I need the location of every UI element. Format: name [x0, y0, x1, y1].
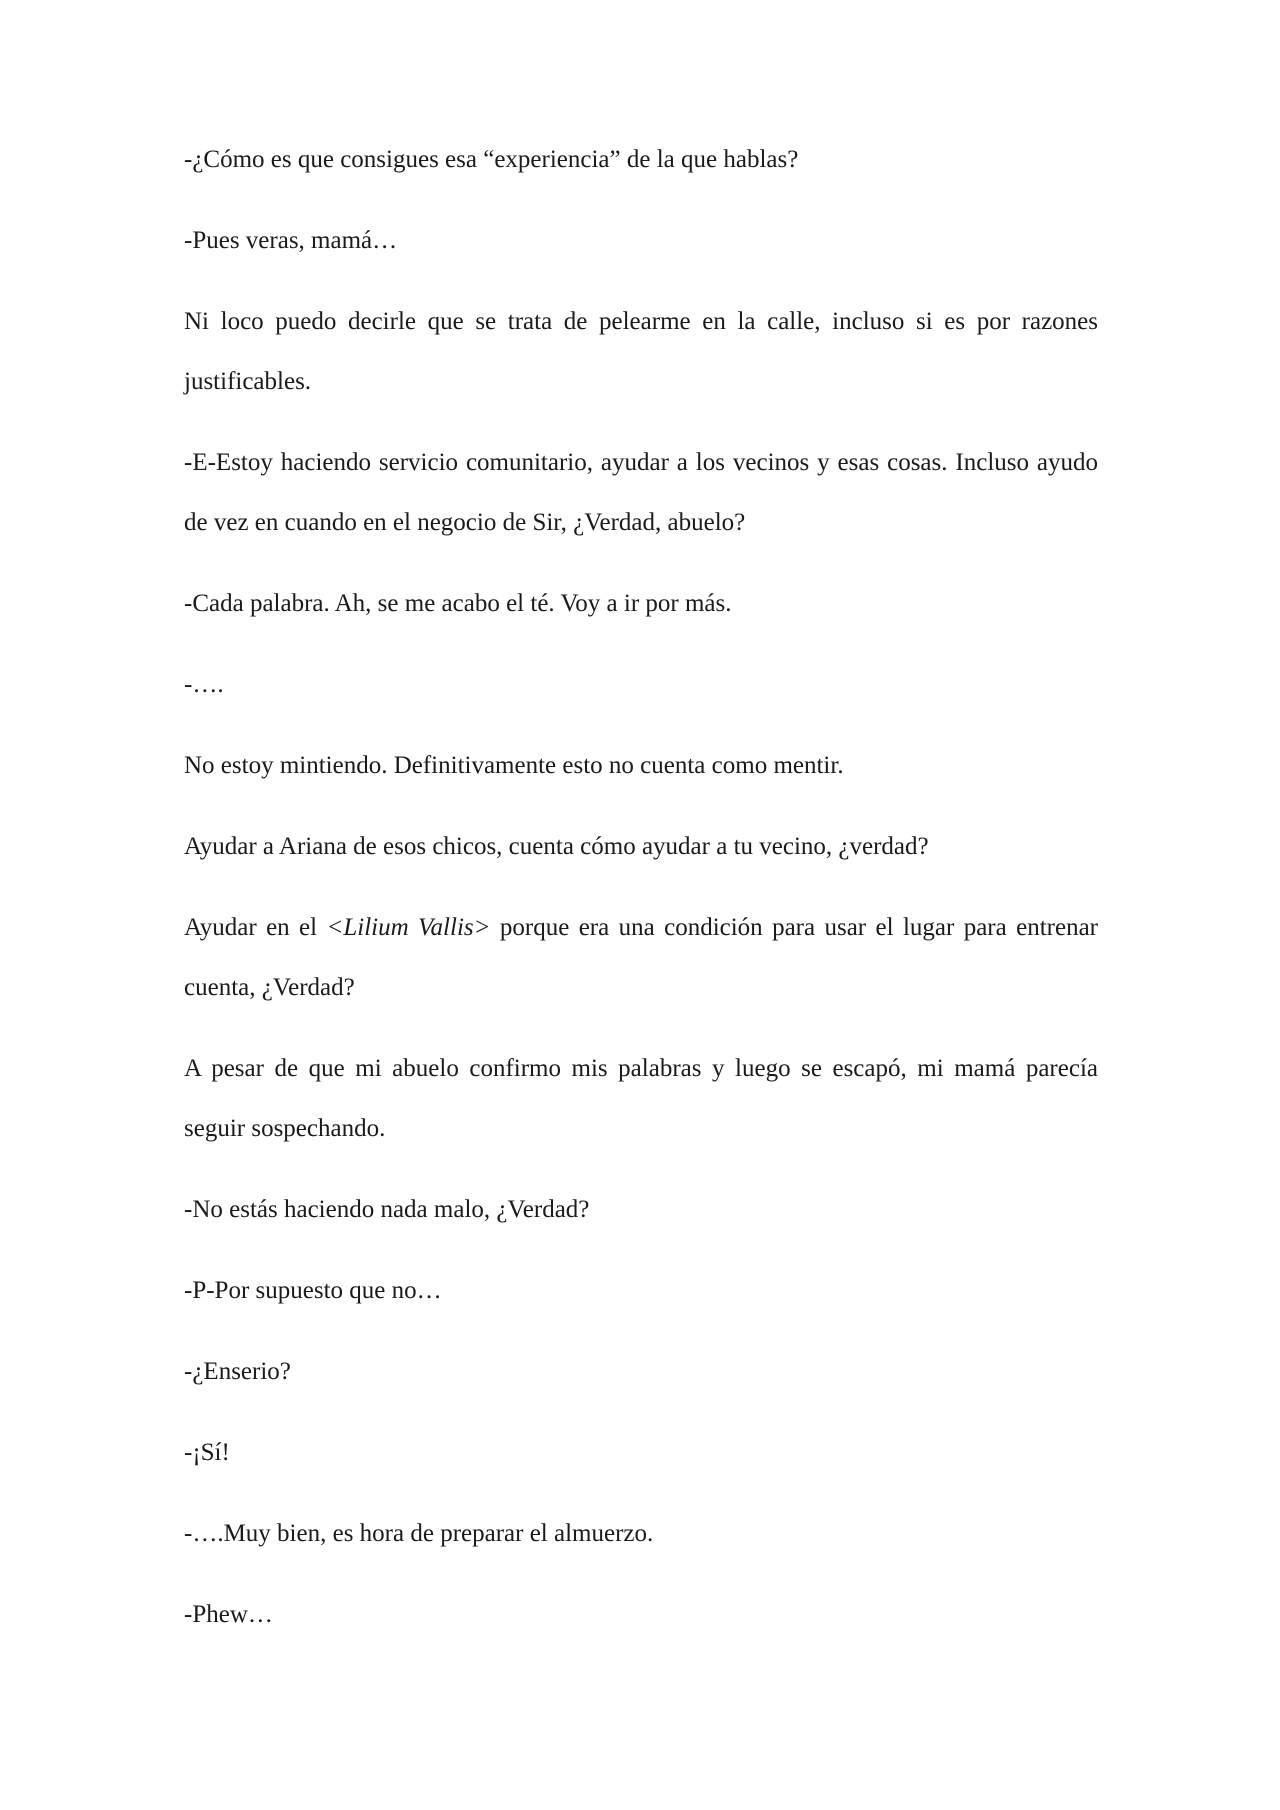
- place-name: <Lilium Vallis>: [326, 914, 491, 941]
- paragraph: [184, 898, 1098, 1018]
- paragraph: -….Muy bien, es hora de preparar el almuerzo.: [184, 1520, 654, 1547]
- paragraph: -Phew…: [184, 1601, 273, 1628]
- paragraph: -….: [184, 671, 224, 698]
- paragraph: -E-Estoy haciendo servicio comunitario, ayudar a los vecinos y esas cosas. Incluso ayudo de vez en cuando en el negocio de Sir, ¿Verdad, abuelo?: [184, 449, 1098, 536]
- paragraph: -No estás haciendo nada malo, ¿Verdad?: [184, 1196, 590, 1223]
- paragraph: -Pues veras, mamá…: [184, 227, 398, 254]
- paragraph-text: porque era una condición para usar el lugar para entrenar cuenta, ¿Verdad?: [184, 914, 1098, 1001]
- paragraph: -¿Cómo es que consigues esa “experiencia” de la que hablas?: [184, 146, 799, 173]
- paragraph: Ayudar a Ariana de esos chicos, cuenta cómo ayudar a tu vecino, ¿verdad?: [184, 833, 929, 860]
- paragraph: -¿Enserio?: [184, 1358, 291, 1385]
- paragraph: Ni loco puedo decirle que se trata de pelearme en la calle, incluso si es por razones justificables.: [184, 308, 1098, 395]
- document-body: [184, 146, 1098, 1666]
- paragraph: -¡Sí!: [184, 1439, 230, 1466]
- paragraph-text: Ayudar en el: [184, 914, 327, 941]
- paragraph: -Cada palabra. Ah, se me acabo el té. Voy a ir por más.: [184, 590, 732, 617]
- paragraph: No estoy mintiendo. Definitivamente esto no cuenta como mentir.: [184, 752, 844, 779]
- paragraph: A pesar de que mi abuelo confirmo mis palabras y luego se escapó, mi mamá parecía seguir sospechando.: [184, 1055, 1098, 1142]
- paragraph: -P-Por supuesto que no…: [184, 1277, 442, 1304]
